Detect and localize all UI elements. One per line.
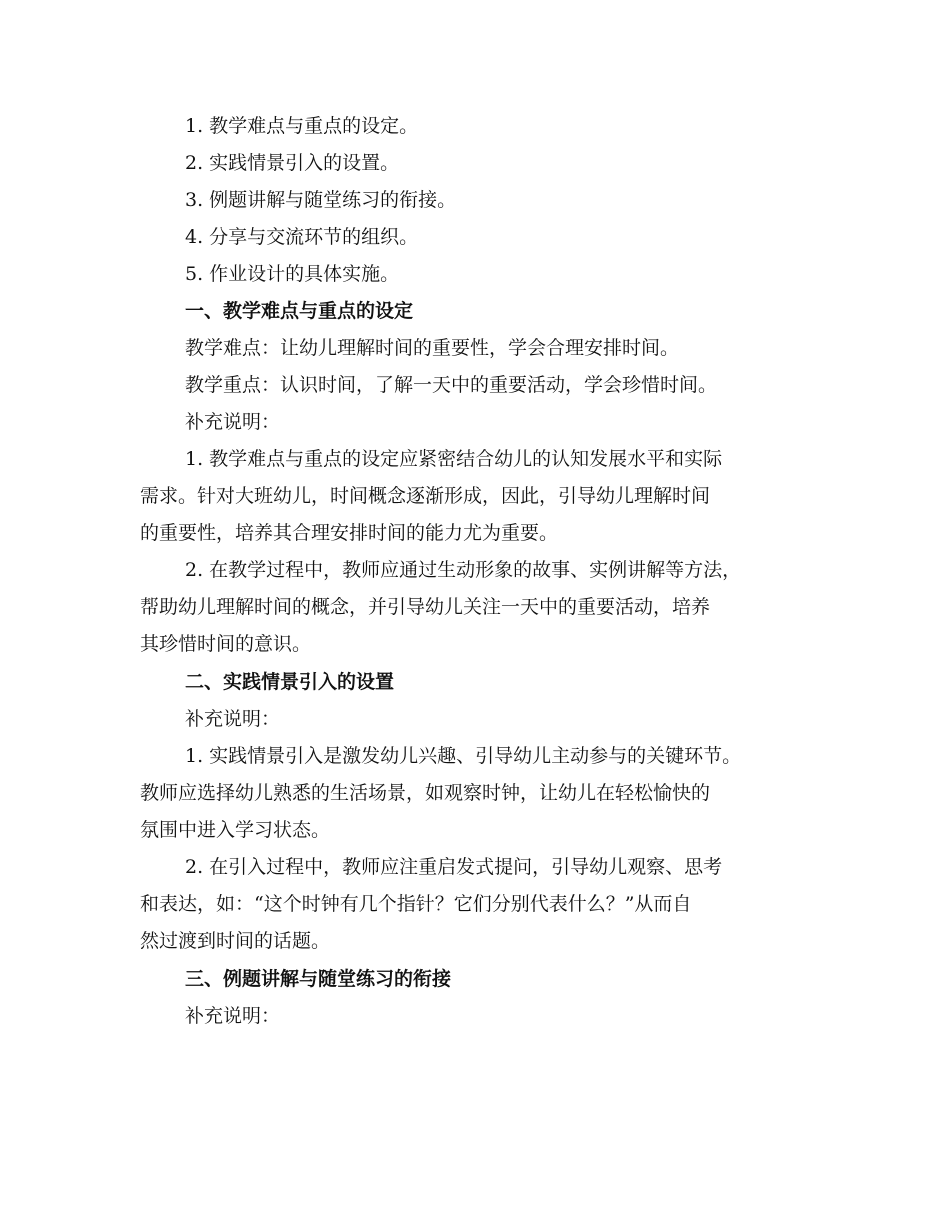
teaching-difficulty: 教学难点：让幼儿理解时间的重要性，学会合理安排时间。 [185,337,680,359]
toc-item-2: 2. 实践情景引入的设置。 [185,152,400,174]
paragraph-line: 和表达，如：“这个时钟有几个指针？它们分别代表什么？”从而自 [140,893,692,915]
teaching-key-point: 教学重点：认识时间，了解一天中的重要活动，学会珍惜时间。 [185,374,718,396]
toc-item-5: 5. 作业设计的具体实施。 [185,263,400,285]
paragraph-line: 2. 在引入过程中，教师应注重启发式提问，引导幼儿观察、思考 [185,856,723,878]
paragraph-line: 1. 教学难点与重点的设定应紧密结合幼儿的认知发展水平和实际 [185,448,723,470]
supplement-label: 补充说明： [185,1005,281,1027]
section-1-heading: 一、教学难点与重点的设定 [185,300,414,322]
paragraph-line: 氛围中进入学习状态。 [140,819,331,841]
toc-item-3: 3. 例题讲解与随堂练习的衔接。 [185,189,457,211]
paragraph-line: 然过渡到时间的话题。 [140,930,331,952]
paragraph-line: 需求。针对大班幼儿，时间概念逐渐形成，因此，引导幼儿理解时间 [140,485,711,507]
section-2-heading: 二、实践情景引入的设置 [185,671,395,693]
paragraph-line: 教师应选择幼儿熟悉的生活场景，如观察时钟，让幼儿在轻松愉快的 [140,782,711,804]
paragraph-line: 其珍惜时间的意识。 [140,633,312,655]
toc-item-1: 1. 教学难点与重点的设定。 [185,115,419,137]
toc-item-4: 4. 分享与交流环节的组织。 [185,226,419,248]
supplement-label: 补充说明： [185,411,281,433]
section-3-heading: 三、例题讲解与随堂练习的衔接 [185,968,452,990]
paragraph-line: 2. 在教学过程中，教师应通过生动形象的故事、实例讲解等方法， [185,559,742,581]
paragraph-line: 1. 实践情景引入是激发幼儿兴趣、引导幼儿主动参与的关键环节。 [185,745,742,767]
supplement-label: 补充说明： [185,708,281,730]
paragraph-line: 的重要性，培养其合理安排时间的能力尤为重要。 [140,522,559,544]
paragraph-line: 帮助幼儿理解时间的概念，并引导幼儿关注一天中的重要活动，培养 [140,596,711,618]
